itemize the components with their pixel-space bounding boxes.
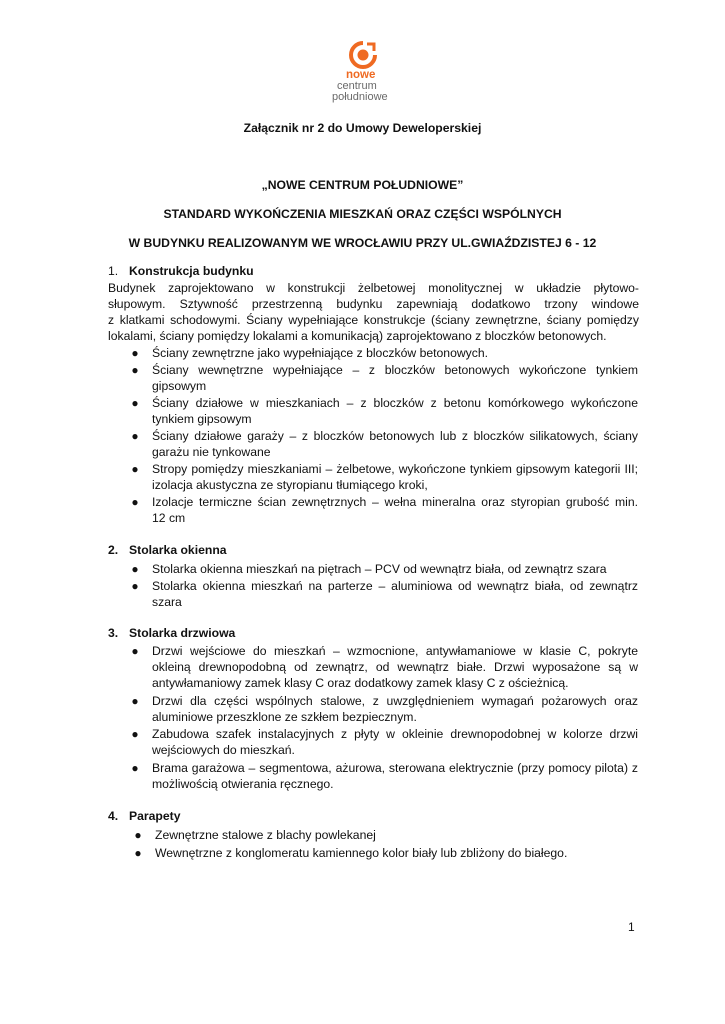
bullet-icon: ● [131,396,139,410]
bullet-icon: ● [131,429,139,443]
list-item: Drzwi dla części wspólnych stalowe, z uwzględnieniem wymagań pożarowych oraz [152,694,638,708]
section-heading-windows [108,543,227,557]
list-item: Ściany wewnętrzne wypełniające – z bloczków betonowych wykończone tynkiem [152,363,638,377]
section-heading-doors [108,626,235,640]
section-intro-line: z klatkami schodowymi. Ściany wypełniające konstrukcje (ściany zewnętrzne, ściany pomiędzy [108,313,639,327]
bullet-icon: ● [131,346,139,360]
logo-text-centrum: centrum [337,80,377,92]
list-item-continuation: okleiną drewnopodobną od zewnątrz, od wewnątrz białe. Drzwi wyposażone są w [152,660,638,674]
list-item-continuation: możliwością otwierania ręcznego. [152,777,334,791]
bullet-icon: ● [131,644,139,658]
list-item-continuation: tynkiem gipsowym [152,412,252,426]
logo-text-poludniowe: południowe [332,91,388,103]
bullet-icon: ● [134,828,142,842]
location-title: W BUDYNKU REALIZOWANYM WE WROCŁAWIU PRZY UL.GWIAŹDZISTEJ 6 - 12 [128,236,597,250]
section-title: Stolarka drzwiowa [129,626,236,640]
section-number: 2. [108,543,119,557]
list-item-continuation: izolacja akustyczna ze styropianu tłumiącego kroki, [152,478,428,492]
section-intro-line: lokalami, ściany pomiędzy lokalami a komunikacją) zaprojektowano z bloczków betonowych. [108,329,607,343]
list-item: Ściany zewnętrzne jako wypełniające z bloczków betonowych. [152,346,489,360]
section-intro-line: słupowym. Sztywność przestrzenną budynku zapewniają dodatkowo trzony windowe [108,297,639,311]
list-item: Brama garażowa – segmentowa, ażurowa, sterowana elektrycznie (przy pomocy pilota) z [152,761,638,775]
list-item-continuation: gipsowym [152,379,207,393]
list-item-continuation: aluminiowe przeszklone ze szkłem bezpiecznym. [152,710,417,724]
bullet-icon: ● [131,462,139,476]
section-heading-construction [108,264,254,278]
bullet-icon: ● [131,562,139,576]
project-title: „NOWE CENTRUM POŁUDNIOWE” [261,178,464,192]
list-item: Ściany działowe garaży – z bloczków betonowych lub z bloczków silikatowych, ściany [152,429,638,443]
list-item-continuation: antywłamaniowy zamek klasy C oraz dodatkowy zamek klasy C z ościeżnicą. [152,676,569,690]
bullet-icon: ● [134,846,142,860]
list-item: Zewnętrzne stalowe z blachy powlekanej [155,828,376,842]
section-intro-line: Budynek zaprojektowano w konstrukcji żelbetowej monolitycznej w układzie płytowo- [108,281,639,295]
section-heading-sills [108,809,181,823]
company-logo [331,40,401,110]
list-item: Ściany działowe w mieszkaniach – z bloczków z betonu komórkowego wykończone [152,396,638,410]
list-item: Zabudowa szafek instalacyjnych z płyty w okleinie drewnopodobnej w kolorze drzwi [152,727,638,741]
list-item: Stropy pomiędzy mieszkaniami – żelbetowe, wykończone tynkiem gipsowym kategorii III; [152,462,638,476]
bullet-icon: ● [131,579,139,593]
standard-title: STANDARD WYKOŃCZENIA MIESZKAŃ ORAZ CZĘŚCI WSPÓLNYCH [163,207,562,221]
list-item: Stolarka okienna mieszkań na parterze – aluminiowa od wewnątrz biała, od zewnątrz [152,579,638,593]
list-item: Stolarka okienna mieszkań na piętrach – PCV od wewnątrz biała, od zewnątrz szara [152,562,607,576]
bullet-icon: ● [131,727,139,741]
section-title: Konstrukcja budynku [129,264,254,278]
bullet-icon: ● [131,495,139,509]
page-number: 1 [628,920,635,934]
section-number: 1. [108,264,119,278]
list-item: Izolacje termiczne ścian zewnętrznych – wełna mineralna oraz styropian grubość min. [152,495,638,509]
bullet-icon: ● [131,694,139,708]
section-title: Parapety [129,809,181,823]
list-item-continuation: garażu nie tynkowane [152,445,271,459]
logo-mark-icon [348,40,378,70]
annex-title: Załącznik nr 2 do Umowy Deweloperskiej [243,121,482,135]
list-item-continuation: szara [152,595,182,609]
section-title: Stolarka okienna [129,543,227,557]
section-number: 4. [108,809,119,823]
section-number: 3. [108,626,119,640]
logo-text-nowe: nowe [346,69,376,81]
bullet-icon: ● [131,363,139,377]
list-item: Wewnętrzne z konglomeratu kamiennego kolor biały lub zbliżony do białego. [155,846,568,860]
list-item-continuation: 12 cm [152,511,186,525]
bullet-icon: ● [131,761,139,775]
list-item-continuation: wejściowych do mieszkań. [152,743,295,757]
list-item: Drzwi wejściowe do mieszkań – wzmocnione, antywłamaniowe w klasie C, pokryte [152,644,638,658]
